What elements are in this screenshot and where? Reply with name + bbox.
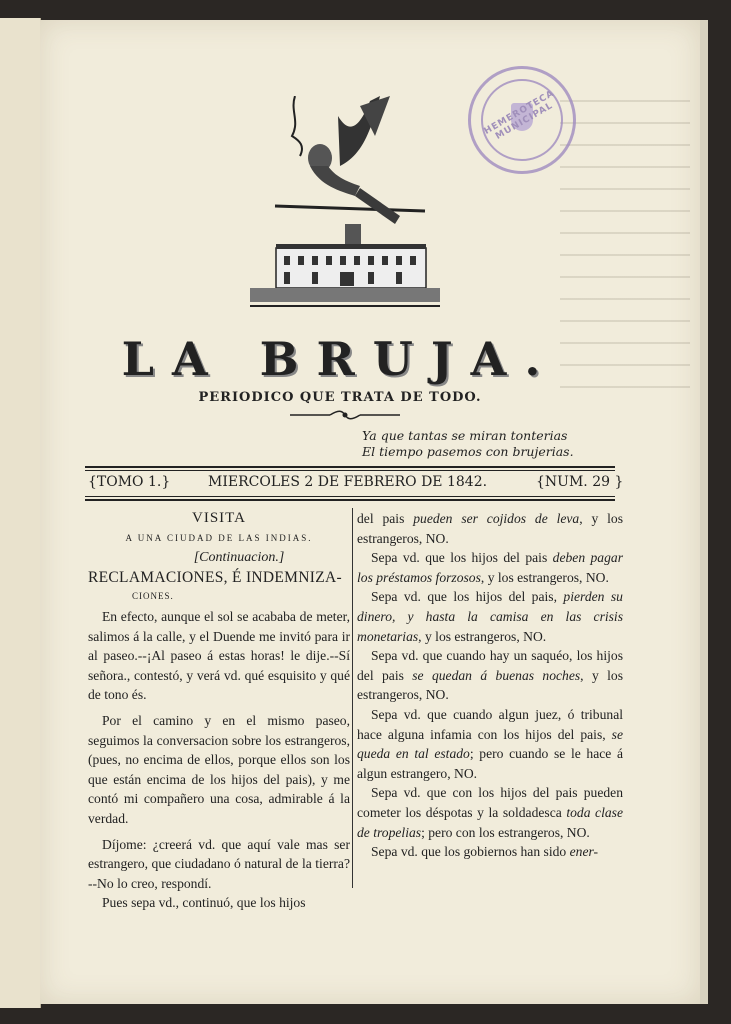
issue-date: MIERCOLES 2 DE FEBRERO DE 1842.: [208, 474, 488, 490]
paragraph: Sepa vd. que los hijos del pais, pierden su dinero, y hasta la camisa en las crisis monetarias, y los estrangeros, NO.: [357, 589, 623, 644]
ornament-divider: [290, 410, 400, 420]
issue-number: {NUM. 29 }: [536, 474, 624, 490]
bottom-rule-thin: [85, 496, 615, 497]
witch-over-building-illustration: [240, 96, 440, 316]
adjacent-page-edge: [0, 18, 41, 1008]
paragraph: Sepa vd. que cuando algun juez, ó tribunal hace alguna infamia con los hijos del pais, se queda en tal estado; pero cuando se le hace á algun estrangero, NO.: [357, 706, 623, 781]
right-column: [357, 509, 623, 862]
top-rule: [85, 466, 615, 468]
paragraph: En efecto, aunque el sol se acababa de meter, salimos á la calle, y el Duende me invitó para ir al paseo.--¡Al paseo á estas horas! le dije.--Sí señora., contestó, y verá vd. qué esquisito y qué de tono és.: [88, 608, 350, 703]
tomo-label: {TOMO 1.}: [88, 474, 171, 490]
section-heading-cont: CIONES.: [132, 591, 174, 602]
left-column: [88, 509, 350, 913]
motto-line-1: Ya que tantas se miran tonterias: [362, 428, 568, 443]
continuation-note: [Continuacion.]: [193, 550, 285, 566]
paragraph: Sepa vd. que los hijos del pais deben pagar los préstamos forzosos, y los estrangeros, NO.: [357, 550, 623, 585]
newspaper-title: LA BRUJA.: [121, 332, 559, 386]
article-subtitle: A UNA CIUDAD DE LAS INDIAS.: [125, 532, 313, 543]
stamp-text: HEMEROTECA MUNICIPAL: [482, 88, 557, 142]
paragraph: Sepa vd. que los gobiernos han sido ener-: [371, 844, 599, 860]
section-heading: RECLAMACIONES, É INDEMNIZA-: [88, 568, 342, 586]
paragraph: Sepa vd. que con los hijos del pais pueden cometer los déspotas y la soldadesca toda clase de tropelias; pero con los estrangeros, NO.: [357, 785, 623, 840]
column-divider: [352, 508, 353, 888]
paragraph: Pues sepa vd., continuó, que los hijos: [102, 895, 306, 911]
library-stamp: [468, 66, 576, 174]
bottom-rule: [85, 499, 615, 501]
paragraph: del pais pueden ser cojidos de leva, y los estrangeros, NO.: [357, 511, 623, 546]
top-rule-thin: [85, 470, 615, 471]
paragraph: Díjome: ¿creerá vd. que aquí vale mas ser estrangero, que ciudadano ó natural de la tierra?--No lo creo, respondí.: [88, 836, 350, 891]
motto-line-2: El tiempo pasemos con brujerias.: [362, 444, 574, 459]
page-edge: [700, 20, 708, 1004]
motto: [362, 428, 602, 460]
paragraph: Sepa vd. que cuando hay un saquéo, los hijos del pais se quedan á buenas noches, y los estrangeros, NO.: [357, 648, 623, 703]
paragraph: Por el camino y en el mismo paseo, seguimos la conversacion sobre los estrangeros, (pues, no encima de ellos, porque ellos son los que están encima de los hijos del pais), y me contó mi compañero una cosa, admirable á la verdad.: [88, 712, 350, 826]
newspaper-subtitle: PERIODICO QUE TRATA DE TODO.: [198, 390, 482, 405]
article-title: VISITA: [192, 510, 246, 526]
